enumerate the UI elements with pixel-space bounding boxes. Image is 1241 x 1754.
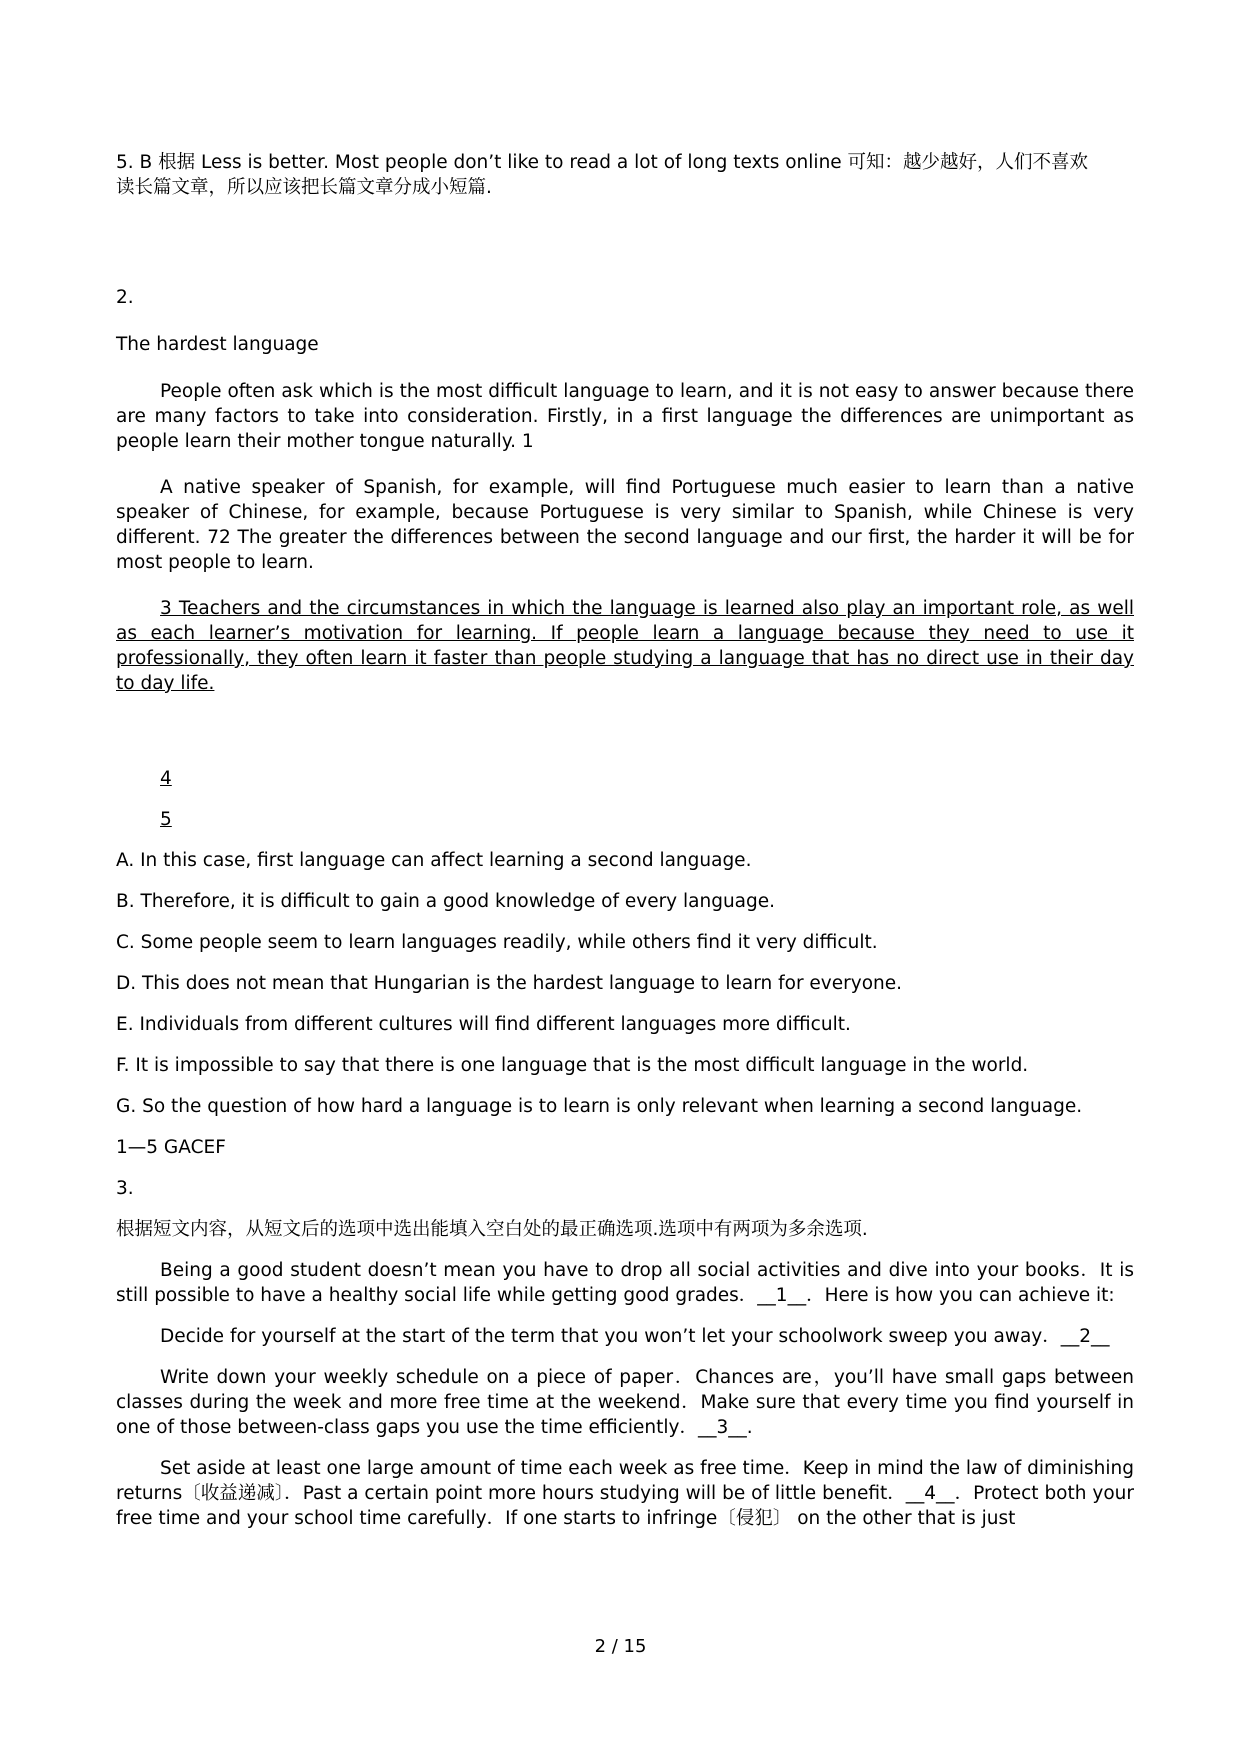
spacer	[116, 955, 1134, 971]
section2-paragraph-1: People often ask which is the most difficult language to learn, and it is not easy to answer because there are many factors to take into consideration. Firstly, in a first language the differences are unimportant as people learn their mother tongue naturally. 1	[116, 381, 1134, 452]
item5-answer-line2: 读长篇文章，所以应该把长篇文章分成小短篇.	[116, 177, 492, 198]
section3-number: 3.	[116, 1178, 134, 1199]
spacer	[116, 696, 1134, 754]
spacer	[116, 575, 1134, 596]
spacer	[116, 1078, 1134, 1094]
section2-blank-5	[116, 807, 1134, 832]
section3-paragraph-4: Set aside at least one large amount of time each week as free time．Keep in mind the law of diminishing returns〔收益递减〕．Past a certain point more hours studying will be of little benefit．__4__．Protect both your free time and your school time carefully．If one starts to infringe〔侵犯〕 on the other that is just	[116, 1458, 1134, 1529]
spacer	[116, 791, 1134, 807]
option-e: E. Individuals from different cultures will find different languages more difficult.	[116, 1014, 851, 1035]
section3-instruction: 根据短文内容，从短文后的选项中选出能填入空白处的最正确选项.选项中有两项为多余选项.	[116, 1219, 868, 1240]
spacer	[116, 1119, 1134, 1135]
page-number: 2 / 15	[594, 1636, 647, 1657]
spacer	[116, 1242, 1134, 1258]
spacer	[116, 1440, 1134, 1456]
spacer	[116, 832, 1134, 848]
option-c: C. Some people seem to learn languages readily, while others find it very difficult.	[116, 932, 878, 953]
option-g: G. So the question of how hard a language is to learn is only relevant when learning a second language.	[116, 1096, 1083, 1117]
blank-4-label: 4	[160, 768, 172, 789]
section2-answer-key: 1—5 GACEF	[116, 1137, 226, 1158]
spacer	[116, 754, 1134, 766]
spacer	[116, 1308, 1134, 1324]
option-f: F. It is impossible to say that there is one language that is the most difficult language in the world.	[116, 1055, 1029, 1076]
spacer	[116, 1160, 1134, 1176]
spacer	[116, 357, 1134, 379]
section2-title: The hardest language	[116, 334, 319, 355]
option-d: D. This does not mean that Hungarian is the hardest language to learn for everyone.	[116, 973, 902, 994]
spacer	[116, 1037, 1134, 1053]
spacer	[116, 258, 1134, 285]
spacer	[116, 1349, 1134, 1365]
spacer	[116, 454, 1134, 475]
option-a: A. In this case, first language can affect learning a second language.	[116, 850, 752, 871]
section2-paragraph-2: A native speaker of Spanish, for example, will find Portuguese much easier to learn than a native speaker of Chinese, for example, because Portuguese is very similar to Spanish, while Chinese is very different. 72 The greater the differences between the second language and our first, the harder it will be for most people to learn.	[116, 477, 1134, 573]
spacer	[116, 914, 1134, 930]
option-b: B. Therefore, it is difficult to gain a good knowledge of every language.	[116, 891, 776, 912]
blank-5-label: 5	[160, 809, 172, 830]
section3-paragraph-2: Decide for yourself at the start of the term that you won’t let your schoolwork sweep you away．__2__	[160, 1326, 1110, 1347]
section2-paragraph-3: 3 Teachers and the circumstances in which the language is learned also play an important role, as well as each learner’s motivation for learning. If people learn a language because they need to use it professionally, they often learn it faster than people studying a language that has no direct use in their day to day life.	[116, 598, 1134, 694]
spacer	[116, 873, 1134, 889]
section3-paragraph-1: Being a good student doesn’t mean you have to drop all social activities and dive into your books．It is still possible to have a healthy social life while getting good grades．__1__．Here is how you can achieve it:	[116, 1260, 1134, 1306]
item5-answer-line1: 5. B 根据 Less is better. Most people don’t like to read a lot of long texts online 可知：越少越好，人们不喜欢	[116, 152, 1089, 173]
spacer	[116, 310, 1134, 332]
document-page	[116, 150, 1134, 1531]
spacer	[116, 200, 1134, 258]
section3-paragraph-3: Write down your weekly schedule on a piece of paper．Chances are，you’ll have small gaps between classes during the week and more free time at the weekend．Make sure that every time you find yourself in one of those between-class gaps you use the time efficiently．__3__.	[116, 1367, 1134, 1438]
section2-number: 2.	[116, 287, 134, 308]
section2-blank-4	[116, 766, 1134, 791]
spacer	[116, 1201, 1134, 1217]
spacer	[116, 996, 1134, 1012]
